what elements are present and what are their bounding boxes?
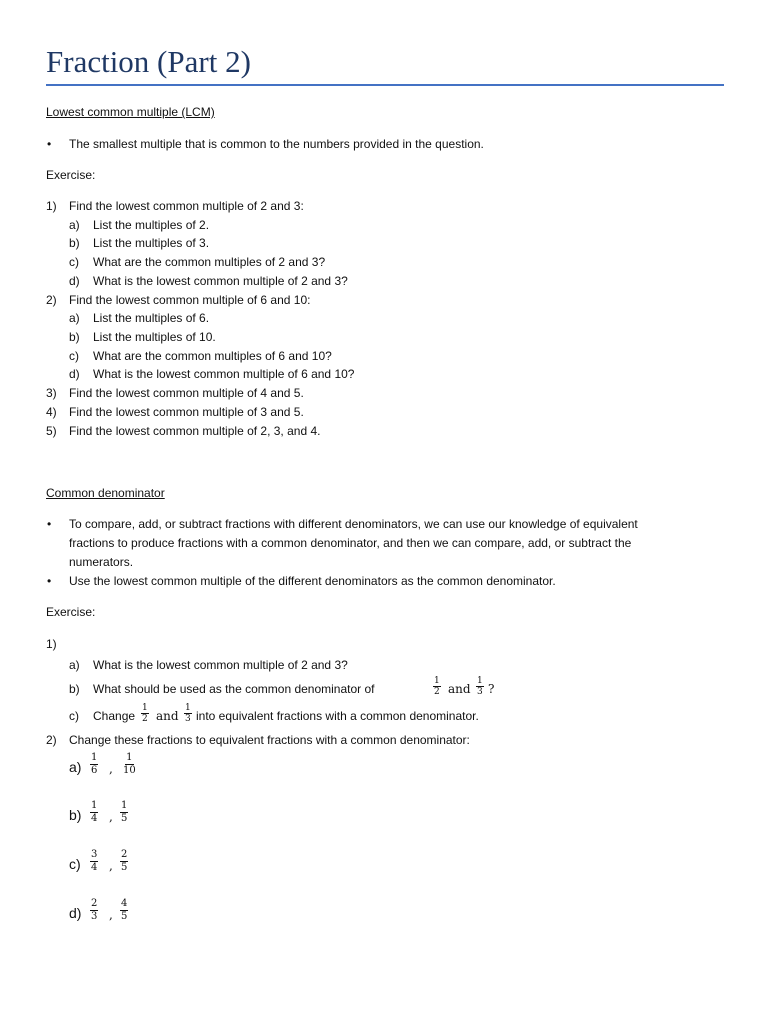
sub-question: List the multiples of 10. xyxy=(93,330,216,344)
question-number: 5) xyxy=(46,424,57,438)
sub-label: c) xyxy=(69,255,79,269)
fraction-numerator: 1 xyxy=(91,752,98,763)
lcm-definition: The smallest multiple that is common to the numbers provided in the question. xyxy=(69,137,484,151)
math-and: and xyxy=(448,682,471,696)
comma: , xyxy=(109,810,113,824)
fraction xyxy=(184,703,192,724)
sub-question: List the multiples of 6. xyxy=(93,311,210,325)
question-text: Change these fractions to equivalent fractions with a common denominator: xyxy=(69,733,470,747)
bullet-icon: • xyxy=(47,517,52,531)
pair-label: a) xyxy=(69,759,82,775)
sub-question-suffix: into equivalent fractions with a common denominator. xyxy=(196,709,479,723)
fraction-numerator: 1 xyxy=(91,800,98,811)
question-number: 3) xyxy=(46,386,57,400)
fraction-denominator: 5 xyxy=(121,911,128,922)
sub-label: d) xyxy=(69,367,80,381)
fraction-denominator: 5 xyxy=(121,862,128,873)
sub-question: What are the common multiples of 2 and 3? xyxy=(93,255,326,269)
lcm-heading: Lowest common multiple (LCM) xyxy=(46,105,215,119)
question-text: Find the lowest common multiple of 4 and 5. xyxy=(69,386,304,400)
cd-exercise-label: Exercise: xyxy=(46,605,96,619)
fraction xyxy=(90,800,98,825)
fraction xyxy=(90,849,98,874)
fraction xyxy=(141,703,149,724)
fraction xyxy=(433,676,441,697)
question-text: Find the lowest common multiple of 6 and 10: xyxy=(69,293,311,307)
cd-bullet-line: fractions to produce fractions with a common denominator, and then we can compare, add, or subtract the xyxy=(69,536,632,550)
sub-question: List the multiples of 2. xyxy=(93,218,210,232)
fraction xyxy=(120,898,128,923)
title-underline xyxy=(46,84,724,86)
sub-question: List the multiples of 3. xyxy=(93,236,210,250)
fraction xyxy=(476,676,484,697)
fraction-denominator: 3 xyxy=(185,714,191,724)
fraction-denominator: 2 xyxy=(434,687,440,697)
pair-label: d) xyxy=(69,905,82,921)
sub-question: What should be used as the common denominator of xyxy=(93,682,375,696)
fraction-denominator: 5 xyxy=(121,813,128,824)
fraction-numerator: 4 xyxy=(121,898,128,909)
fraction-denominator: 4 xyxy=(91,813,98,824)
sub-label: b) xyxy=(69,682,80,696)
bullet-icon: • xyxy=(47,137,52,151)
question-number: 1) xyxy=(46,637,57,651)
sub-question: What is the lowest common multiple of 6 and 10? xyxy=(93,367,355,381)
fraction-denominator: 6 xyxy=(91,765,98,776)
pair-label: c) xyxy=(69,856,81,872)
fraction-numerator: 1 xyxy=(185,703,191,713)
sub-question: What are the common multiples of 6 and 10? xyxy=(93,349,332,363)
fraction-numerator: 2 xyxy=(121,849,128,860)
question-number: 2) xyxy=(46,733,57,747)
sub-label: a) xyxy=(69,218,80,232)
fraction-numerator: 2 xyxy=(91,898,98,909)
sub-label: c) xyxy=(69,709,79,723)
fraction-denominator: 3 xyxy=(91,911,98,922)
question-number: 4) xyxy=(46,405,57,419)
bullet-icon: • xyxy=(47,574,52,588)
fraction xyxy=(120,800,128,825)
fraction-numerator: 1 xyxy=(121,800,128,811)
sub-question-prefix: Change xyxy=(93,709,136,723)
sub-label: b) xyxy=(69,236,80,250)
cd-bullet-line: To compare, add, or subtract fractions with different denominators, we can use our knowledge of equivalent xyxy=(69,517,638,531)
math-question-mark: ? xyxy=(488,682,495,696)
question-text: Find the lowest common multiple of 2 and 3: xyxy=(69,199,304,213)
fraction xyxy=(90,898,98,923)
fraction-denominator: 3 xyxy=(477,687,483,697)
fraction-numerator: 1 xyxy=(477,676,483,686)
fraction-numerator: 1 xyxy=(434,676,440,686)
fraction-numerator: 1 xyxy=(126,752,133,763)
sub-label: a) xyxy=(69,311,80,325)
lcm-exercise-label: Exercise: xyxy=(46,168,96,182)
sub-label: c) xyxy=(69,349,79,363)
sub-label: d) xyxy=(69,274,80,288)
question-number: 2) xyxy=(46,293,57,307)
fraction-numerator: 1 xyxy=(142,703,148,713)
sub-label: a) xyxy=(69,658,80,672)
question-text: Find the lowest common multiple of 3 and 5. xyxy=(69,405,304,419)
question-text: Find the lowest common multiple of 2, 3, and 4. xyxy=(69,424,321,438)
page-title: Fraction (Part 2) xyxy=(46,44,251,79)
comma: , xyxy=(109,908,113,922)
cd-heading: Common denominator xyxy=(46,486,165,500)
fraction-denominator: 2 xyxy=(142,714,148,724)
comma: , xyxy=(109,762,113,776)
fraction xyxy=(90,752,98,777)
sub-question: What is the lowest common multiple of 2 and 3? xyxy=(93,658,348,672)
cd-bullet-line: Use the lowest common multiple of the different denominators as the common denominator. xyxy=(69,574,556,588)
comma: , xyxy=(109,859,113,873)
fraction-numerator: 3 xyxy=(91,849,98,860)
sub-label: b) xyxy=(69,330,80,344)
fraction-denominator: 10 xyxy=(123,765,136,776)
fraction xyxy=(122,752,137,777)
question-number: 1) xyxy=(46,199,57,213)
fraction-denominator: 4 xyxy=(91,862,98,873)
sub-question: What is the lowest common multiple of 2 and 3? xyxy=(93,274,348,288)
fraction xyxy=(120,849,128,874)
pair-label: b) xyxy=(69,807,82,823)
cd-bullet-line: numerators. xyxy=(69,555,134,569)
math-and: and xyxy=(156,709,179,723)
